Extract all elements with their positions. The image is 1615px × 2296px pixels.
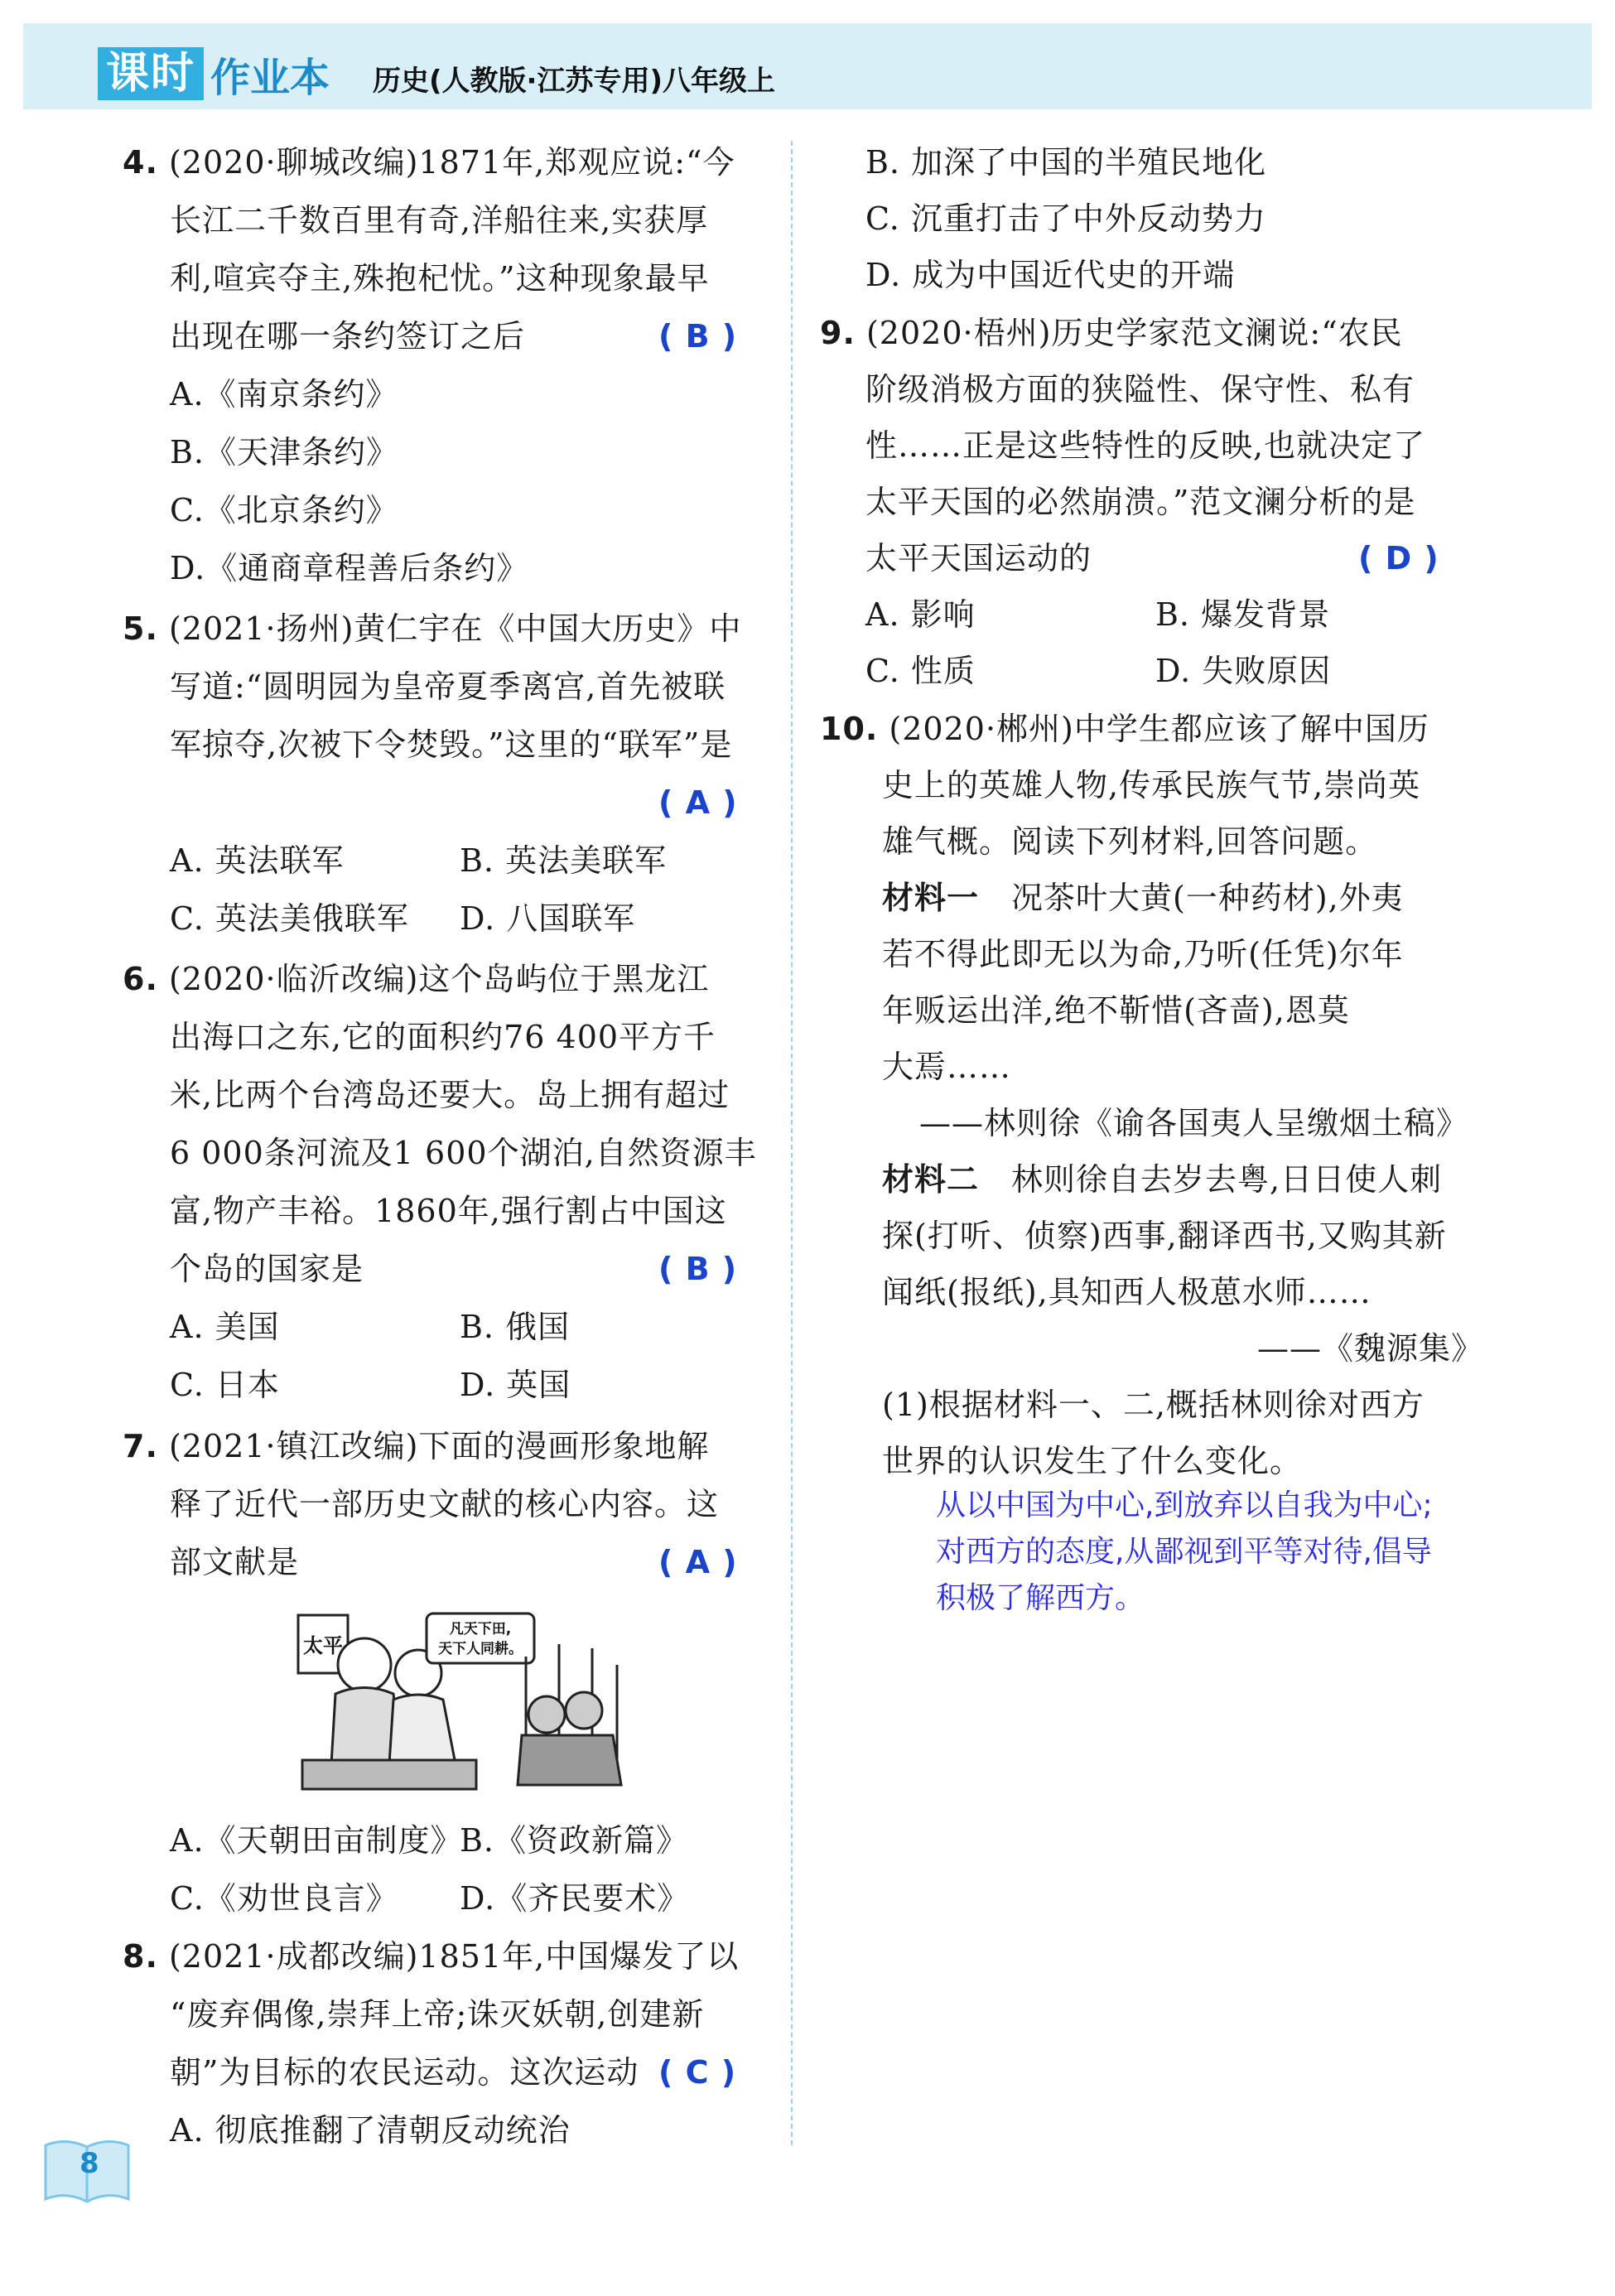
cartoon-speech-line2: 天下人同耕。 xyxy=(438,1641,523,1657)
q9-answer: ( D ) xyxy=(1358,540,1439,576)
handwritten-answer-line2: 对西方的态度,从鄙视到平等对待,倡导 xyxy=(936,1535,1432,1569)
logo-text: 作业本 xyxy=(210,54,330,101)
q7-line3: 部文献是 xyxy=(170,1544,300,1580)
q6-option-d: D. 英国 xyxy=(460,1367,571,1403)
material2-line1: 材料二 林则徐自去岁去粤,日日使人刺 xyxy=(882,1161,1443,1198)
q8-option-c: C. 沉重打击了中外反动势力 xyxy=(865,200,1266,237)
q9-line4: 太平天国的必然崩溃。”范文澜分析的是 xyxy=(865,484,1416,520)
taiping-cartoon xyxy=(286,1607,634,1797)
cartoon-speech-line1: 凡天下田, xyxy=(449,1621,512,1638)
q9-line1: 9. (2020·梧州)历史学家范文澜说:“农民 xyxy=(820,315,1403,351)
q7-option-d: D.《齐民要术》 xyxy=(460,1880,690,1917)
q6-line1: 6. (2020·临沂改编)这个岛屿位于黑龙江 xyxy=(123,961,710,997)
material1-line2: 若不得此即无以为命,乃听(任凭)尔年 xyxy=(882,936,1404,972)
cartoon-flag-text: 太平 xyxy=(303,1634,343,1657)
q8-option-b: B. 加深了中国的半殖民地化 xyxy=(865,144,1267,181)
q7-option-a: A.《天朝田亩制度》 xyxy=(170,1822,463,1859)
q4-line4: 出现在哪一条约签订之后 xyxy=(170,318,526,355)
book-logo xyxy=(98,46,330,101)
q10-line1: 10. (2020·郴州)中学生都应该了解中国历 xyxy=(820,711,1429,747)
q6-line6: 个岛的国家是 xyxy=(170,1251,364,1287)
q4-option-a: A.《南京条约》 xyxy=(170,376,398,412)
q9-option-b: B. 爆发背景 xyxy=(1155,596,1331,633)
q6-option-c: C. 日本 xyxy=(170,1367,280,1403)
q8-option-a: A. 彻底推翻了清朝反动统治 xyxy=(170,2112,571,2149)
q7-line2: 释了近代一部历史文献的核心内容。这 xyxy=(170,1486,720,1522)
q4-answer: ( B ) xyxy=(658,318,738,355)
material1-line3: 年贩运出洋,绝不靳惜(吝啬),恩莫 xyxy=(882,992,1350,1029)
q5-line3: 军掠夺,次被下令焚毁。”这里的“联军”是 xyxy=(170,726,733,763)
q9-line5: 太平天国运动的 xyxy=(865,540,1092,576)
q5-line2: 写道:“圆明园为皇帝夏季离宫,首先被联 xyxy=(170,668,726,705)
q6-line5: 富,物产丰裕。1860年,强行割占中国这 xyxy=(170,1193,727,1229)
q7-option-b: B.《资政新篇》 xyxy=(460,1822,689,1859)
sub-question-1-line1: (1)根据材料一、二,概括林则徐对西方 xyxy=(882,1387,1425,1423)
q10-line2: 史上的英雄人物,传承民族气节,崇尚英 xyxy=(882,767,1421,803)
q6-option-a: A. 美国 xyxy=(170,1309,280,1345)
q9-option-d: D. 失败原因 xyxy=(1155,653,1332,689)
q10-line3: 雄气概。阅读下列材料,回答问题。 xyxy=(882,823,1378,860)
q8-line2: “废弃偶像,崇拜上帝;诛灭妖朝,创建新 xyxy=(170,1996,705,2033)
q8-option-d: D. 成为中国近代史的开端 xyxy=(865,257,1236,293)
q9-line2: 阶级消极方面的狭隘性、保守性、私有 xyxy=(865,371,1415,408)
q5-option-b: B. 英法美联军 xyxy=(460,842,668,879)
q8-line3: 朝”为目标的农民运动。这次运动 xyxy=(170,2054,639,2091)
material1-line4: 大焉…… xyxy=(882,1049,1012,1085)
q7-answer: ( A ) xyxy=(658,1544,738,1580)
logo-box: 课时 xyxy=(98,47,204,100)
material1-source: ——林则徐《谕各国夷人呈缴烟土稿》 xyxy=(919,1105,1469,1141)
q9-option-c: C. 性质 xyxy=(865,653,976,689)
q9-option-a: A. 影响 xyxy=(865,596,976,633)
q5-option-a: A. 英法联军 xyxy=(170,842,345,879)
q5-answer: ( A ) xyxy=(658,784,738,821)
handwritten-answer-line3: 积极了解西方。 xyxy=(936,1581,1145,1615)
q4-line2: 长江二千数百里有奇,洋船往来,实获厚 xyxy=(170,202,709,239)
q6-answer: ( B ) xyxy=(658,1251,738,1287)
material2-line2: 探(打听、侦察)西事,翻译西书,又购其新 xyxy=(882,1218,1447,1254)
q6-option-b: B. 俄国 xyxy=(460,1309,571,1345)
q8-line1: 8. (2021·成都改编)1851年,中国爆发了以 xyxy=(123,1938,740,1975)
q4-option-d: D.《通商章程善后条约》 xyxy=(170,550,529,586)
q7-line1: 7. (2021·镇江改编)下面的漫画形象地解 xyxy=(123,1428,710,1464)
material1-line1: 材料一 况茶叶大黄(一种药材),外夷 xyxy=(882,880,1404,916)
q4-line1: 4. (2020·聊城改编)1871年,郑观应说:“今 xyxy=(123,144,735,181)
page-number: 8 xyxy=(80,2147,99,2180)
q8-answer: ( C ) xyxy=(658,2054,737,2091)
q4-option-c: C.《北京条约》 xyxy=(170,492,398,528)
q4-option-b: B.《天津条约》 xyxy=(170,434,399,470)
handwritten-answer-line1: 从以中国为中心,到放弃以自我为中心; xyxy=(936,1488,1433,1522)
q5-option-c: C. 英法美俄联军 xyxy=(170,900,409,937)
q6-line2: 出海口之东,它的面积约76 400平方千 xyxy=(170,1019,716,1055)
column-divider xyxy=(791,141,793,2145)
q7-option-c: C.《劝世良言》 xyxy=(170,1880,398,1917)
material1-label: 材料一 xyxy=(882,880,980,916)
q6-line4: 6 000条河流及1 600个湖泊,自然资源丰 xyxy=(170,1135,757,1171)
q6-line3: 米,比两个台湾岛还要大。岛上拥有超过 xyxy=(170,1077,730,1113)
subject-title: 历史(人教版·江苏专用)八年级上 xyxy=(373,65,775,98)
q9-line3: 性……正是这些特性的反映,也就决定了 xyxy=(865,427,1426,464)
q5-option-d: D. 八国联军 xyxy=(460,900,636,937)
material2-line3: 闻纸(报纸),具知西人极葸水师…… xyxy=(882,1274,1372,1310)
q5-line1: 5. (2021·扬州)黄仁宇在《中国大历史》中 xyxy=(123,610,742,647)
material2-label: 材料二 xyxy=(882,1161,980,1198)
sub-question-1-line2: 世界的认识发生了什么变化。 xyxy=(882,1443,1303,1479)
q4-line3: 利,喧宾夺主,殊抱杞忧。”这种现象最早 xyxy=(170,260,710,297)
material2-source: ——《魏源集》 xyxy=(1257,1330,1484,1367)
